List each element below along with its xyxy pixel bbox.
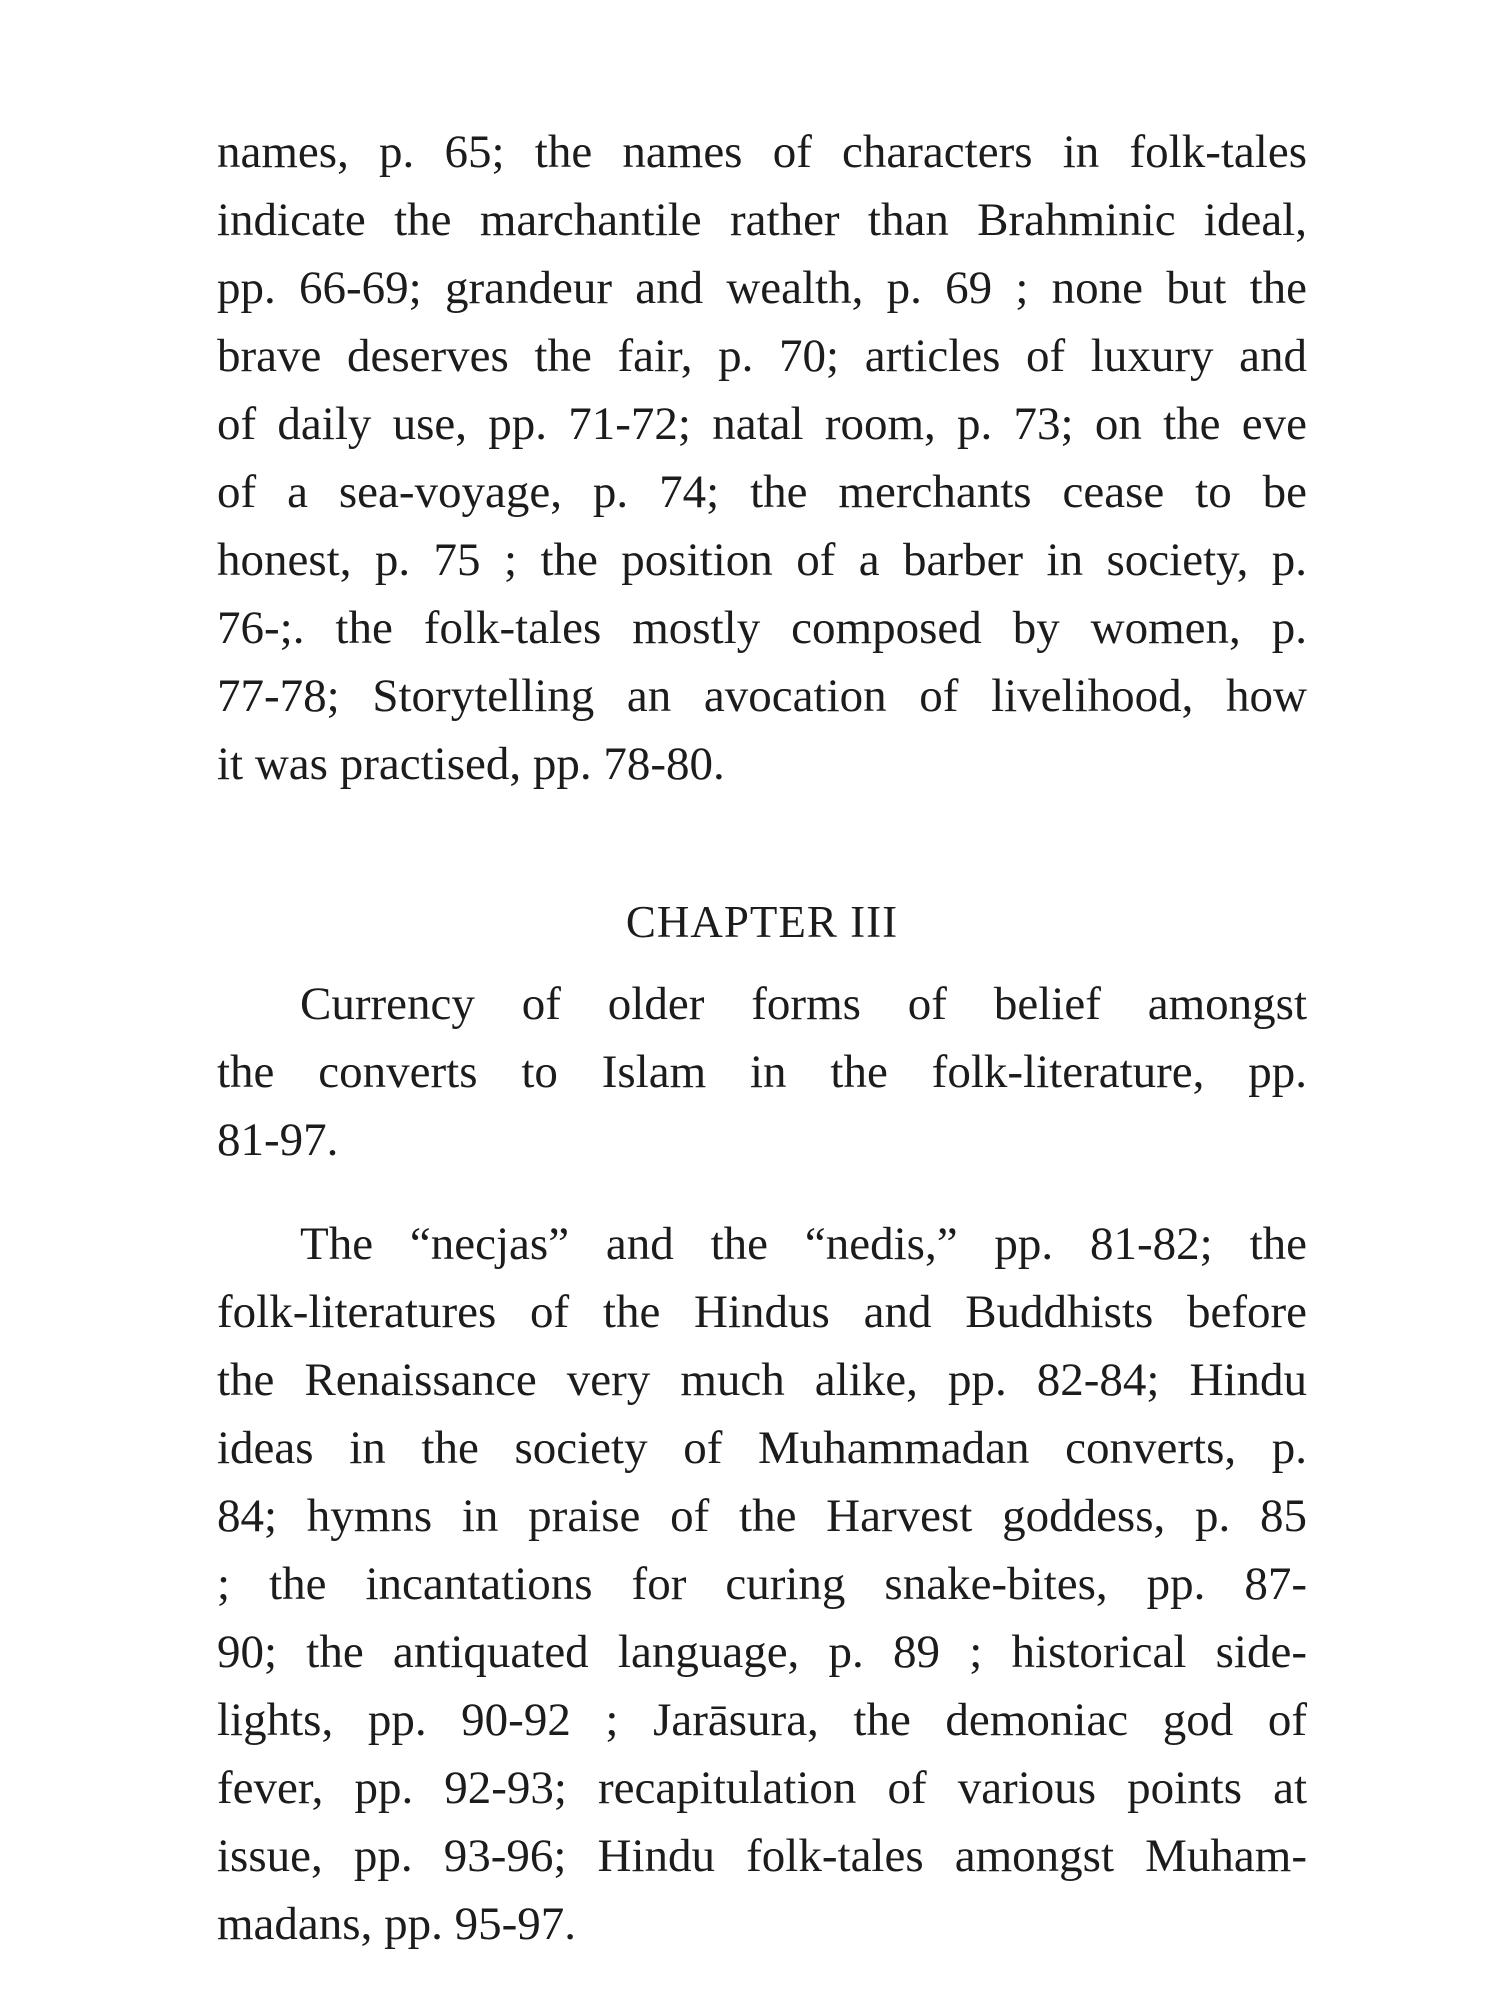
text-line: lights, pp. 90-92 ; Jarāsura, the demoniac god of bbox=[217, 1694, 1307, 1746]
text-line: honest, p. 75 ; the position of a barber in society, p. bbox=[217, 534, 1307, 586]
text-line: pp. 66-69; grandeur and wealth, p. 69 ; none but the bbox=[217, 262, 1307, 314]
text-line: The “necjas” and the “nedis,” pp. 81-82; the bbox=[300, 1218, 1307, 1270]
paragraph-chapter-summary bbox=[217, 970, 1307, 1174]
text-line: madans, pp. 95-97. bbox=[217, 1898, 576, 1950]
text-line: names, p. 65; the names of characters in folk-tales bbox=[217, 126, 1307, 178]
text-line: it was practised, pp. 78-80. bbox=[217, 738, 725, 790]
text-line: 90; the antiquated language, p. 89 ; historical side- bbox=[217, 1626, 1307, 1678]
paragraph-chapter-topics bbox=[217, 1210, 1307, 1958]
text-line: 76-;. the folk-tales mostly composed by women, p. bbox=[217, 602, 1307, 654]
text-line: Currency of older forms of belief amongst bbox=[300, 978, 1307, 1030]
text-line: ; the incantations for curing snake-bites, pp. 87- bbox=[217, 1558, 1307, 1610]
text-line: 81-97. bbox=[217, 1114, 339, 1166]
text-line: of daily use, pp. 71-72; natal room, p. 73; on the eve bbox=[217, 398, 1307, 450]
text-line: issue, pp. 93-96; Hindu folk-tales amongst Muham- bbox=[217, 1830, 1307, 1882]
text-line: 77-78; Storytelling an avocation of livelihood, how bbox=[217, 670, 1307, 722]
text-line: 84; hymns in praise of the Harvest goddess, p. 85 bbox=[217, 1490, 1307, 1542]
chapter-heading: CHAPTER III bbox=[625, 897, 899, 947]
spacer bbox=[217, 798, 1307, 888]
text-line: brave deserves the fair, p. 70; articles of luxury and bbox=[217, 330, 1307, 382]
text-line: the converts to Islam in the folk-literature, pp. bbox=[217, 1046, 1307, 1098]
spacer bbox=[217, 1174, 1307, 1210]
paragraph-contents-continued bbox=[217, 118, 1307, 798]
text-line: the Renaissance very much alike, pp. 82-84; Hindu bbox=[217, 1354, 1307, 1406]
book-page bbox=[217, 118, 1307, 1958]
text-line: fever, pp. 92-93; recapitulation of various points at bbox=[217, 1762, 1307, 1814]
text-line: ideas in the society of Muhammadan converts, p. bbox=[217, 1422, 1307, 1474]
text-line: of a sea-voyage, p. 74; the merchants cease to be bbox=[217, 466, 1307, 518]
text-line: indicate the marchantile rather than Brahminic ideal, bbox=[217, 194, 1307, 246]
text-line: folk-literatures of the Hindus and Buddhists before bbox=[217, 1286, 1307, 1338]
